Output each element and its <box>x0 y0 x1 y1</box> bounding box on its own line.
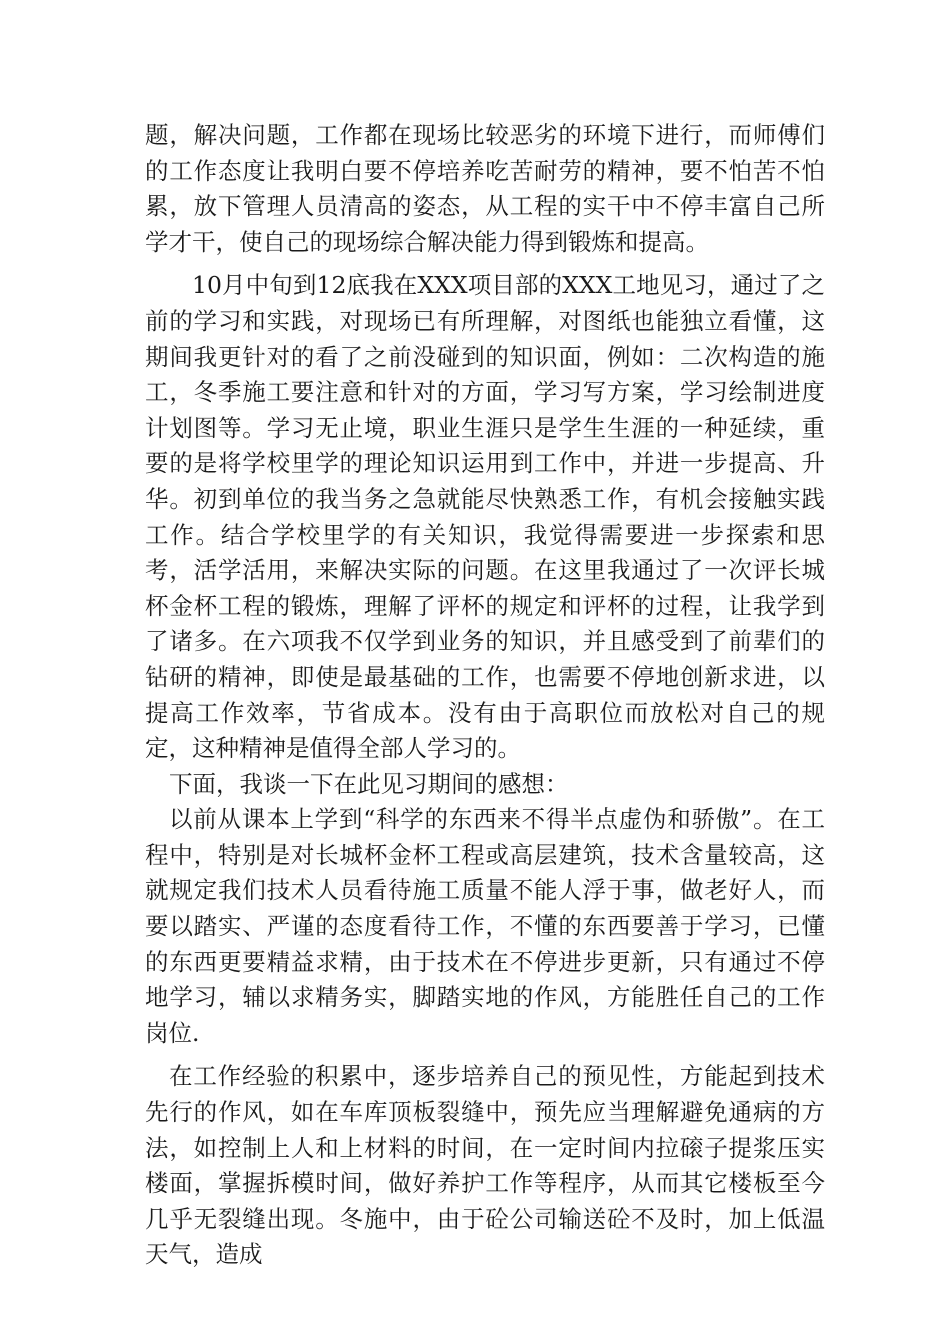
paragraph-5: 在工作经验的积累中，逐步培养自己的预见性，方能起到技术先行的作风，如在车库顶板裂缝中，预先应当理解避免通病的方法，如控制上人和上材料的时间，在一定时间内拉磙子提浆压实楼面，掌握拆模时间，做好养护工作等程序，从而其它楼板至今几乎无裂缝出现。冬施中，由于砼公司输送砼不及时，加上低温天气，造成 <box>145 1062 825 1269</box>
paragraph-gap <box>145 260 825 268</box>
paragraph-3: 下面，我谈一下在此见习期间的感想： <box>169 769 569 798</box>
document-page <box>145 118 825 1273</box>
paragraph-4: 以前从课本上学到“科学的东西来不得半点虚伪和骄傲”。在工程中，特别是对长城杯金杯工程或高层建筑，技术含量较高，这就规定我们技术人员看待施工质量不能人浮于事，做老好人，而要以踏实、严谨的态度看待工作，不懂的东西要善于学习，已懂的东西更要精益求精，由于技术在不停进步更新，只有通过不停地学习，辅以求精务实，脚踏实地的作风，方能胜任自己的工作岗位. <box>145 805 825 1047</box>
paragraph-2: 10月中旬到12底我在XXX项目部的XXX工地见习，通过了之前的学习和实践，对现场已有所理解，对图纸也能独立看懂，这期间我更针对的看了之前没碰到的知识面，例如：二次构造的施工，冬季施工要注意和针对的方面，学习写方案，学习绘制进度计划图等。学习无止境，职业生涯只是学生生涯的一种延续，重要的是将学校里学的理论知识运用到工作中，并进一步提高、升华。初到单位的我当务之急就能尽快熟悉工作，有机会接触实践工作。结合学校里学的有关知识，我觉得需要进一步探索和思考，活学活用，来解决实际的问题。在这里我通过了一次评长城杯金杯工程的锻炼，理解了评杯的规定和评杯的过程，让我学到了诸多。在六项我不仅学到业务的知识，并且感受到了前辈们的钻研的精神，即使是最基础的工作，也需要不停地创新求进，以提高工作效率，节省成本。没有由于高职位而放松对自己的规定，这种精神是值得全部人学习的。 <box>145 271 825 763</box>
paragraph-gap <box>145 1051 825 1059</box>
paragraph-1: 题，解决问题，工作都在现场比较恶劣的环境下进行，而师傅们的工作态度让我明白要不停培养吃苦耐劳的精神，要不怕苦不怕累，放下管理人员清高的姿态，从工程的实干中不停丰富自己所学才干，使自己的现场综合解决能力得到锻炼和提高。 <box>145 121 825 256</box>
